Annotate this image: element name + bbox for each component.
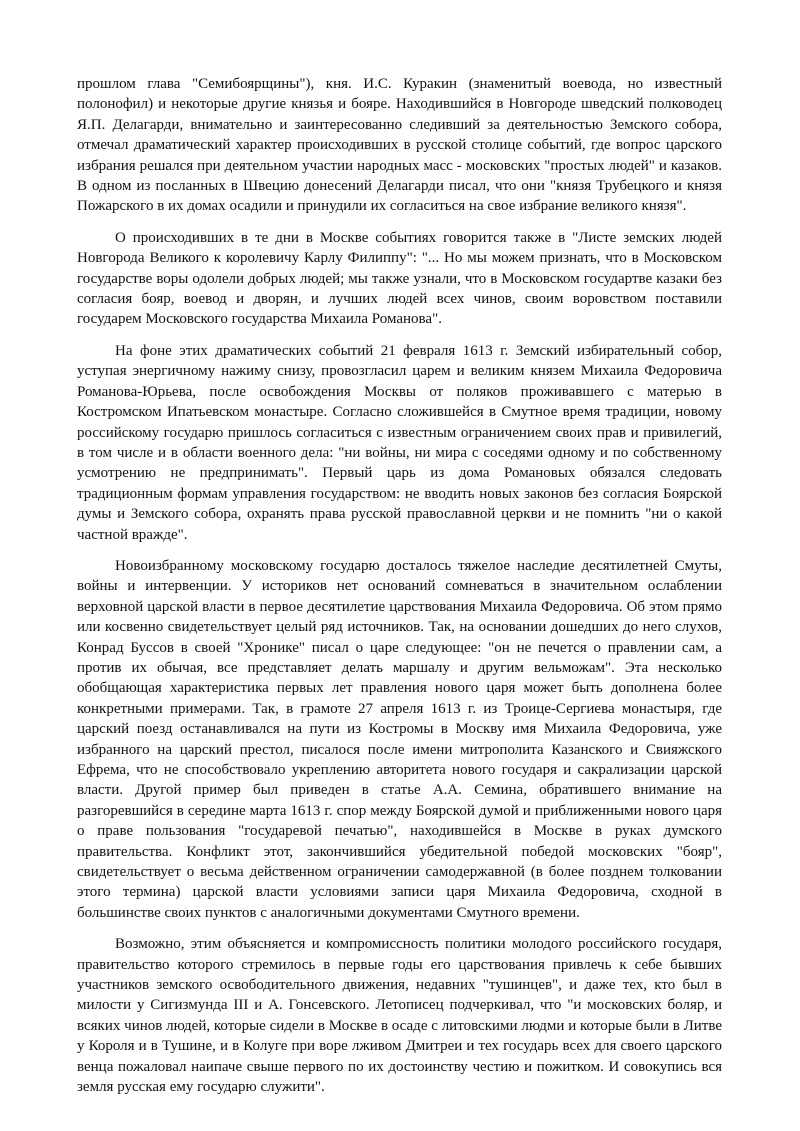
paragraph-4: Новоизбранному московскому государю досталось тяжелое наследие десятилетней Смуты, войны и интервенции. У историков нет оснований сомневаться в значительном ослаблении верховной царской власти в первое десятилетие царствования Михаила Федоровича. Об этом прямо или косвенно свидетельствует целый ряд источников. Так, на основании дошедших до него слухов, Конрад Буссов в своей "Хронике" писал о царе следующее: "он не печется о правлении сам, а против их обычая, все представляет делать маршалу и другим вельможам". Эта несколько обобщающая характеристика первых лет правления нового царя может быть дополнена более конкретными примерами. Так, в грамоте 27 апреля 1613 г. из Троице-Сергиева монастыря, где царский поезд останавливался на пути из Костромы в Москву имя Михаила Федоровича, уже избранного на царский престол, писалося после имени митрополита Казанского и Свияжского Ефрема, что не способствовало укреплению авторитета нового государя и сакрализации царской власти. Другой пример был приведен в статье А.А. Семина, обратившего внимание на разгоревшийся в середине марта 1613 г. спор между Боярской думой и приближенными нового царя о праве пользования "государевой печатью", находившейся в Москве в руках думского правительства. Конфликт этот, закончившийся убедительной победой московских "бояр", свидетельствует о весьма действенном ограничении самодержавной (в более позднем толковании этого термина) царской власти условиями записи царя Михаила Федоровича, сходной в большинстве своих пунктов с аналогичными документами Смутного времени. — [77, 557, 722, 921]
document-page — [77, 74, 722, 1109]
paragraph-1: прошлом глава "Семибоярщины"), кня. И.С. Куракин (знаменитый воевода, но известный полонофил) и некоторые другие князья и бояре. Находившийся в Новгороде шведский полководец Я.П. Делагарди, внимательно и заинтересованно следивший за деятельностью Земского собора, отмечал драматический характер происходивших в русской столице событий, где вопрос царского избрания решался при деятельном участии народных масс - московских "простых людей" и казаков. В одном из посланных в Швецию донесений Делагарди писал, что они "князя Трубецкого и князя Пожарского в их домах осадили и принудили их согласиться на свое избрание великого князя". — [77, 76, 722, 215]
paragraph-5: Возможно, этим объясняется и компромиссность политики молодого российского государя, правительство которого стремилось в первые годы его царствования привлечь к себе бывших участников земского освободительного движения, недавних "тушинцев", и даже тех, кто был в милости у Сигизмунда III и А. Гонсевского. Летописец подчеркивал, что "и московских боляр, и всяких чинов людей, которые сидели в Москве в осаде с литовскими людми и которые были в Литве у Короля и в Тушине, и в Колуге при воре лживом Дмитреи и тех государь всех для своего царского венца пожаловал наипаче свыше первого по их достоинству честию и пожитком. И совокупись вся земля русская ему государю служити". — [77, 936, 722, 1096]
paragraph-2: О происходивших в те дни в Москве событиях говорится также в "Листе земских людей Новгорода Великого к королевичу Карлу Филиппу": "... Но мы можем признать, что в Московском государстве воры одолели добрых людей; мы также узнали, что в Московском государтве казаки без согласия бояр, воевод и дворян, и лучших людей всех чинов, своим воровством поставили государем Московского государства Михаила Романова". — [77, 229, 722, 328]
paragraph-3: На фоне этих драматических событий 21 февраля 1613 г. Земский избирательный собор, уступая энергичному нажиму снизу, провозгласил царем и великим князем Михаила Федоровича Романова-Юрьева, после освобождения Москвы от поляков проживавшего с матерью в Костромском Ипатьевском монастыре. Согласно сложившейся в Смутное время традиции, новому российскому государю пришлось согласиться с известным ограничением своих прав и привилегий, в том числе и в области военного дела: "ни войны, ни мира с соседями одному и по собственному усмотрению не предпринимать". Первый царь из дома Романовых обязался следовать традиционным формам управления государством: не вводить новых законов без согласия Боярской думы и Земского собора, охранять права русской православной церкви и не помнить "ни о какой частной вражде". — [77, 342, 722, 543]
